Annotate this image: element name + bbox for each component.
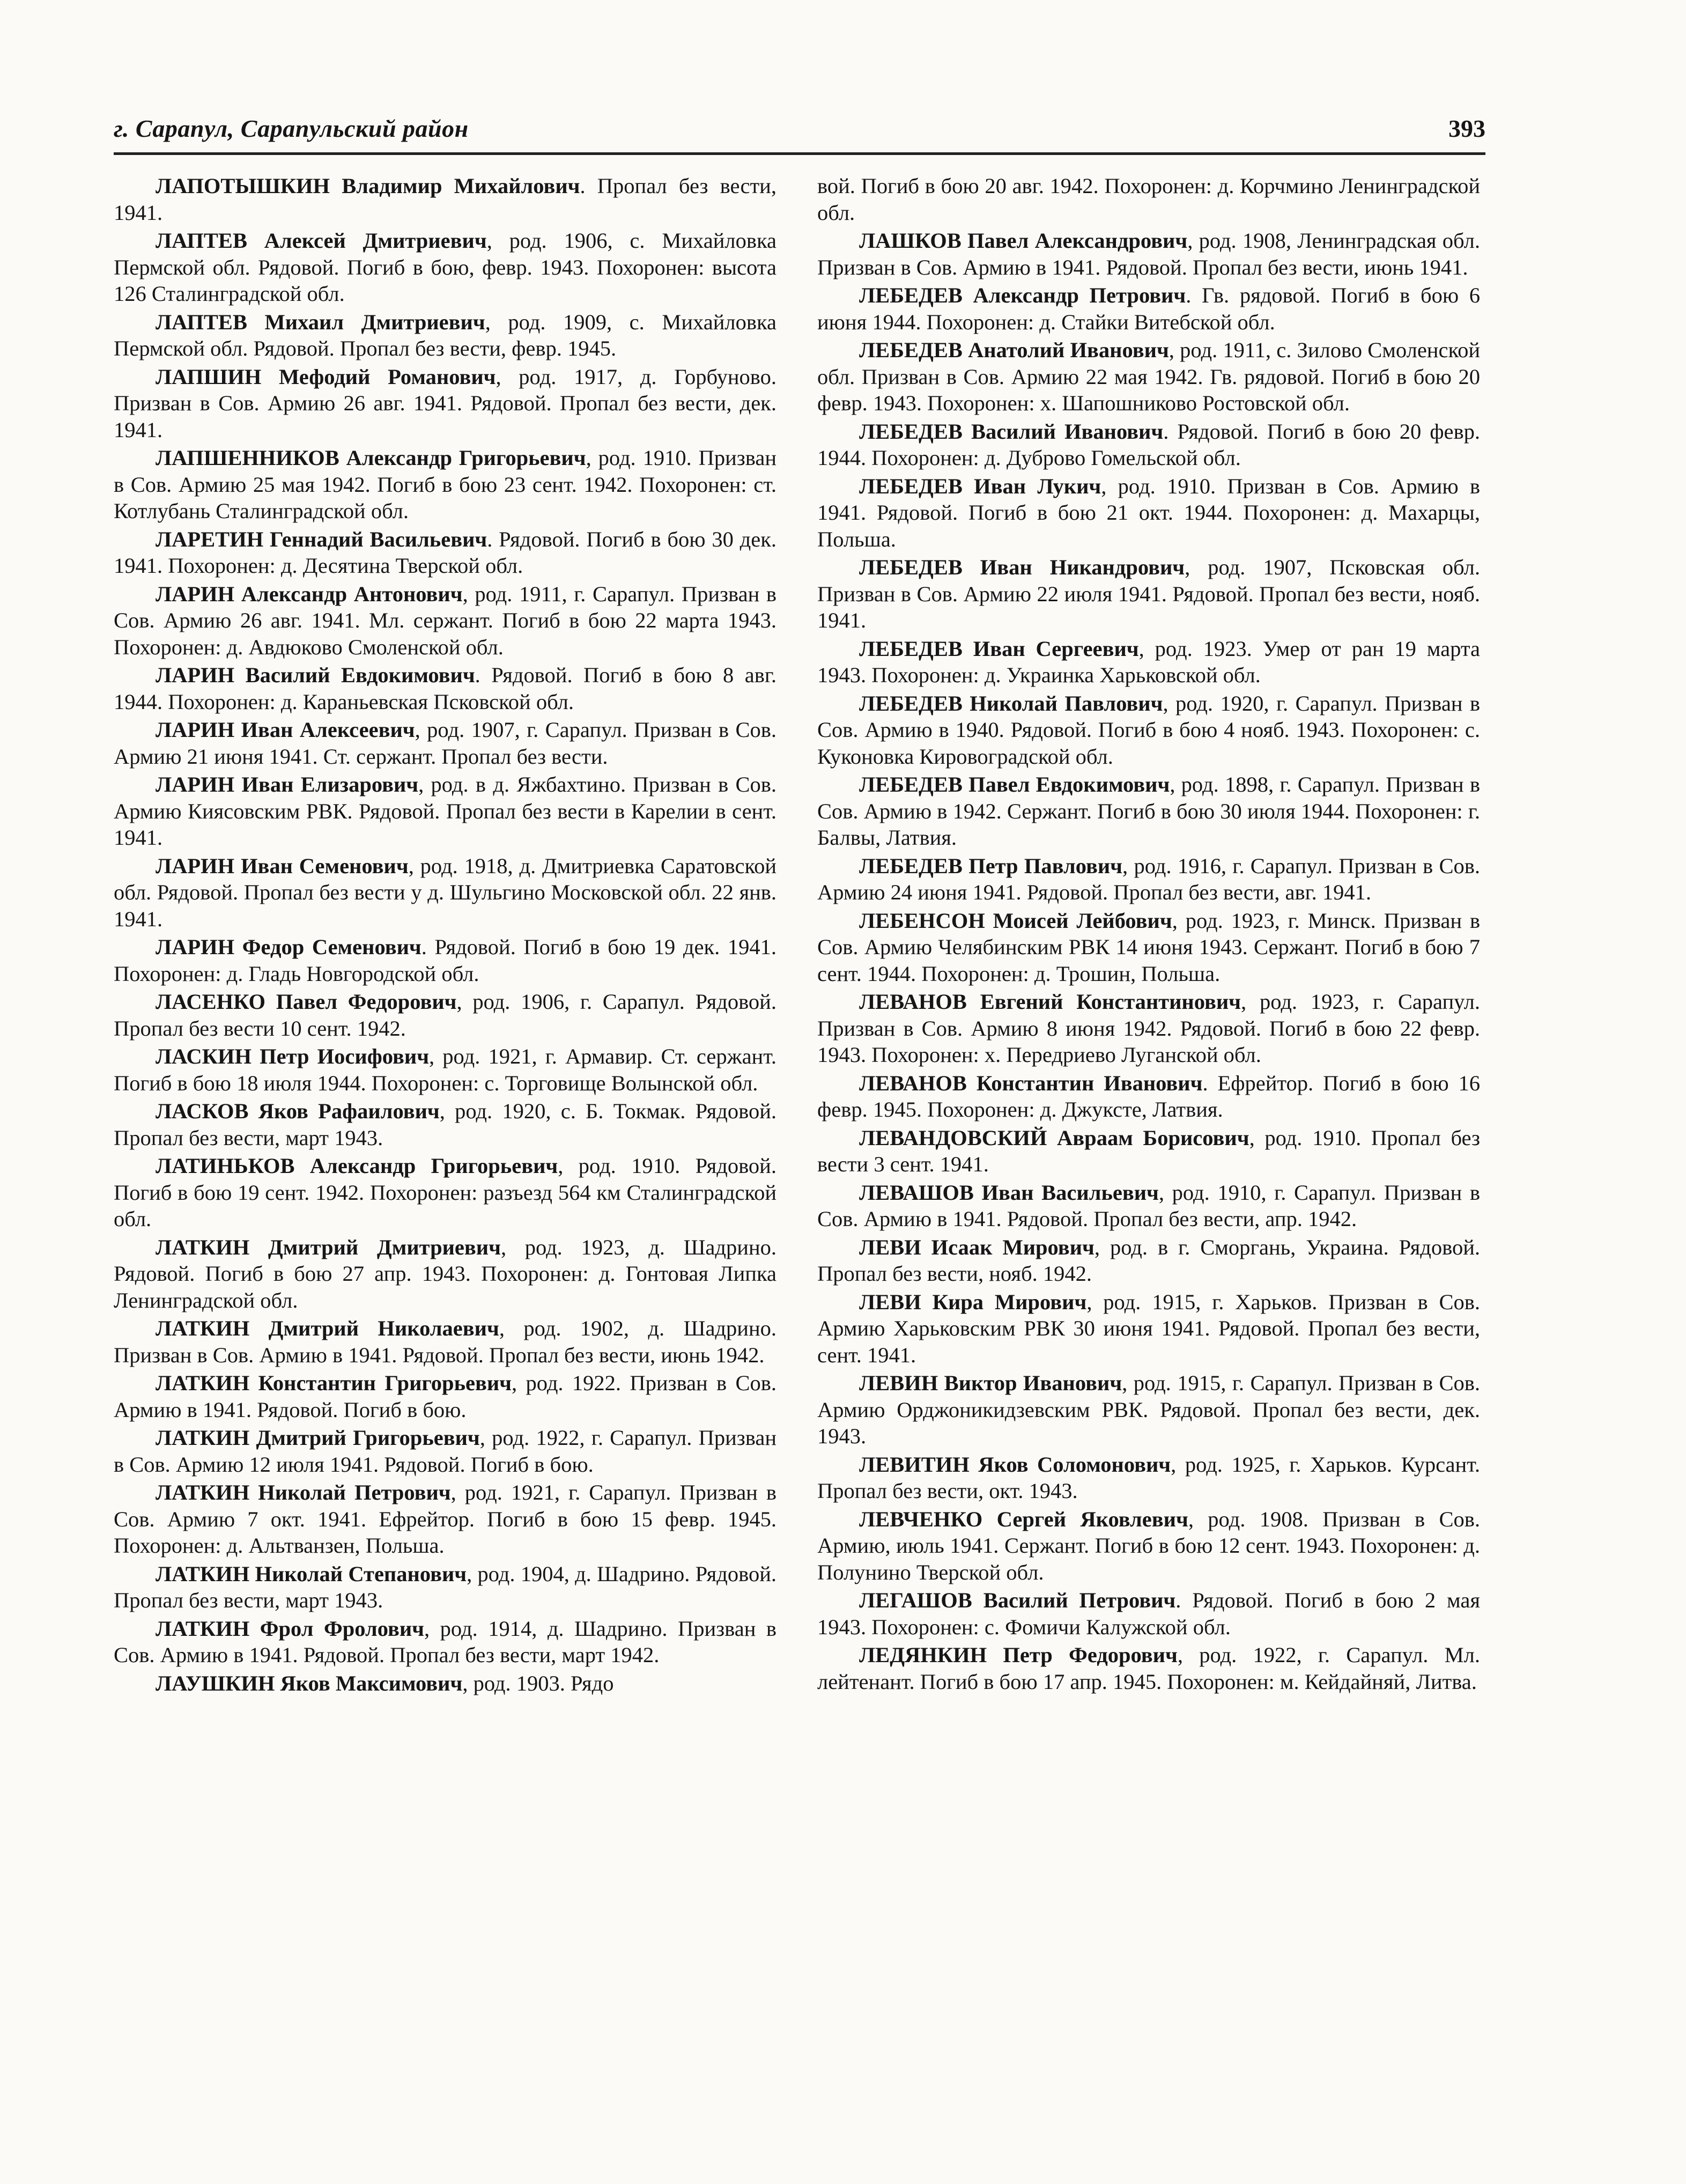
person-name: ЛАТКИН Дмитрий Дмитриевич	[156, 1235, 501, 1259]
person-name: ЛАРИН Иван Алексеевич	[156, 718, 415, 742]
entry-details: , род. 1910. Призван в Сов. Армию 25 мая 1942. Погиб в бою 23 сент. 1942. Похоронен: ст. Котлубань Сталинградской обл.	[114, 446, 777, 523]
entry-details: . Пропал без вести, 1941.	[114, 174, 777, 225]
person-name: ЛЕБЕДЕВ Иван Лукич	[859, 474, 1101, 498]
person-name: ЛАТКИН Дмитрий Григорьевич	[156, 1426, 480, 1450]
person-name: ЛЕВЧЕНКО Сергей Яковлевич	[859, 1507, 1188, 1531]
person-name: ЛАРИН Александр Антонович	[156, 581, 463, 606]
entry-details: , род. 1914, д. Шадрино. Призван в Сов. Армию в 1941. Рядовой. Пропал без вести, март 1942.	[114, 1616, 777, 1667]
memorial-entry	[114, 1043, 777, 1096]
memorial-entry	[114, 1098, 777, 1151]
person-name: ЛАПОТЫШКИН Владимир Михайлович	[156, 174, 580, 198]
entry-details: , род. 1915, г. Сарапул. Призван в Сов. Армию Орджоникидзевским РВК. Рядовой. Пропал без вести, дек. 1943.	[817, 1371, 1480, 1448]
entry-details: , род. 1908, Ленинградская обл. Призван в Сов. Армию в 1941. Рядовой. Пропал без вести, июнь 1941.	[817, 228, 1480, 279]
memorial-entry	[114, 1315, 777, 1368]
entry-details: , род. 1911, г. Сарапул. Призван в Сов. Армию 26 авг. 1941. Мл. сержант. Погиб в бою 22 марта 1943. Похоронен: д. Авдюково Смоленской обл.	[114, 581, 777, 659]
page-number: 393	[1448, 115, 1485, 142]
memorial-entry	[817, 1125, 1480, 1178]
entry-details: , род. 1922, г. Сарапул. Мл. лейтенант. Погиб в бою 17 апр. 1945. Похоронен: м. Кейдайняй, Литва.	[817, 1643, 1481, 1694]
right-column	[817, 173, 1480, 1695]
memorial-entry	[817, 1642, 1480, 1695]
entry-details: , род. 1906, с. Михайловка Пермской обл. Рядовой. Погиб в бою, февр. 1943. Похоронен: высота 126 Сталинградской обл.	[114, 228, 777, 306]
memorial-entry	[817, 771, 1480, 851]
person-name: ЛЕБЕДЕВ Иван Сергеевич	[859, 636, 1139, 661]
person-name: ЛАТИНЬКОВ Александр Григорьевич	[156, 1154, 558, 1178]
person-name: ЛЕБЕНСОН Моисей Лейбович	[859, 908, 1172, 933]
memorial-entry	[817, 418, 1480, 471]
memorial-entry	[114, 309, 777, 362]
entry-details: , род. 1907, г. Сарапул. Призван в Сов. Армию 21 июня 1941. Ст. сержант. Пропал без вести.	[114, 718, 777, 769]
entry-details: , род. 1921, г. Сарапул. Призван в Сов. Армию 7 окт. 1941. Ефрейтор. Погиб в бою 15 февр. 1945. Похоронен: д. Альтванзен, Польша.	[114, 1480, 777, 1558]
person-name: ЛЕВАШОВ Иван Васильевич	[859, 1180, 1159, 1205]
memorial-entry	[817, 988, 1480, 1068]
entry-details: , род. 1922. Призван в Сов. Армию в 1941. Рядовой. Погиб в бою.	[114, 1371, 777, 1422]
entry-details: . Рядовой. Погиб в бою 2 мая 1943. Похоронен: с. Фомичи Калужской обл.	[817, 1588, 1480, 1639]
person-name: ЛАПШЕННИКОВ Александр Григорьевич	[156, 446, 586, 470]
memorial-entry	[817, 853, 1480, 906]
person-name: ЛЕВИ Кира Мирович	[859, 1289, 1087, 1314]
entry-details: , род. 1922, г. Сарапул. Призван в Сов. Армию 12 июля 1941. Рядовой. Погиб в бою.	[114, 1426, 777, 1477]
memorial-entry	[817, 1179, 1480, 1233]
entry-details: , род. в г. Сморгань, Украина. Рядовой. Пропал без вести, нояб. 1942.	[817, 1235, 1480, 1286]
memorial-entry	[114, 526, 777, 579]
page-header	[114, 105, 1485, 155]
memorial-entry	[114, 1670, 777, 1697]
entry-details: , род. 1910, г. Сарапул. Призван в Сов. Армию в 1941. Рядовой. Пропал без вести, апр. 1942.	[817, 1180, 1480, 1231]
person-name: ЛЕВИТИН Яков Соломонович	[859, 1452, 1171, 1477]
entry-details: , род. 1917, д. Горбуново. Призван в Сов. Армию 26 авг. 1941. Рядовой. Пропал без вести, дек. 1941.	[114, 364, 777, 442]
memorial-entry	[114, 173, 777, 226]
entry-details: , род. 1910. Пропал без вести 3 сент. 1941.	[817, 1125, 1480, 1176]
person-name: ЛЕБЕДЕВ Александр Петрович	[859, 283, 1186, 307]
memorial-entry	[817, 282, 1480, 335]
entry-details: , род. 1923. Умер от ран 19 марта 1943. Похоронен: д. Украинка Харьковской обл.	[817, 636, 1480, 687]
memorial-entry	[817, 1234, 1480, 1287]
memorial-entry	[817, 1451, 1480, 1504]
entry-details: . Рядовой. Погиб в бою 19 дек. 1941. Похоронен: д. Гладь Новгородской обл.	[114, 935, 777, 986]
person-name: ЛЕБЕДЕВ Николай Павлович	[859, 691, 1163, 715]
person-name: ЛАСКОВ Яков Рафаилович	[156, 1099, 440, 1123]
memorial-entry	[114, 771, 777, 851]
entry-details: , род. 1920, с. Б. Токмак. Рядовой. Пропал без вести, март 1943.	[114, 1099, 777, 1150]
memorial-entry	[817, 907, 1480, 987]
memorial-entry	[817, 690, 1480, 770]
memorial-entry	[817, 1506, 1480, 1586]
memorial-entry	[114, 988, 777, 1042]
entry-details: , род. 1920, г. Сарапул. Призван в Сов. Армию в 1940. Рядовой. Погиб в бою 4 нояб. 1943. Похоронен: с. Куконовка Кировоградской обл.	[817, 691, 1480, 769]
memorial-entry	[817, 337, 1480, 417]
person-name: ЛАТКИН Фрол Фролович	[156, 1616, 425, 1641]
entry-details: . Гв. рядовой. Погиб в бою 6 июня 1944. Похоронен: д. Стайки Витебской обл.	[817, 283, 1481, 334]
person-name: ЛЕВИН Виктор Иванович	[859, 1371, 1122, 1395]
running-title: г. Сарапул, Сарапульский район	[114, 115, 469, 142]
person-name: ЛАСЕНКО Павел Федорович	[156, 990, 457, 1014]
person-name: ЛАПТЕВ Алексей Дмитриевич	[156, 228, 487, 253]
person-name: ЛАРИН Федор Семенович	[156, 935, 422, 959]
entry-details: , род. 1923, г. Сарапул. Призван в Сов. Армию 8 июня 1942. Рядовой. Погиб в бою 22 февр. 1943. Похоронен: х. Передриево Луганской обл.	[817, 990, 1480, 1067]
entry-details: , род. 1902, д. Шадрино. Призван в Сов. Армию в 1941. Рядовой. Пропал без вести, июнь 1942.	[114, 1316, 777, 1367]
memorial-entry	[114, 445, 777, 525]
entry-details: , род. 1910. Рядовой. Погиб в бою 19 сент. 1942. Похоронен: разъезд 564 км Сталинградской обл.	[114, 1154, 777, 1231]
person-name: ЛАПШИН Мефодий Романович	[156, 364, 496, 389]
entry-details: . Рядовой. Погиб в бою 20 февр. 1944. Похоронен: д. Дуброво Гомельской обл.	[817, 419, 1480, 470]
memorial-entry	[114, 934, 777, 987]
entry-details: , род. 1910. Призван в Сов. Армию в 1941. Рядовой. Погиб в бою 21 окт. 1944. Похоронен: д. Махарцы, Польша.	[817, 474, 1480, 551]
left-column	[114, 173, 777, 1696]
memorial-entry	[817, 1070, 1480, 1123]
memorial-entry	[114, 1153, 777, 1233]
memorial-entry	[114, 364, 777, 444]
person-name: ЛЕВИ Исаак Мирович	[859, 1235, 1095, 1259]
entry-details: , род. 1923, г. Минск. Призван в Сов. Армию Челябинским РВК 14 июня 1943. Сержант. Погиб в бою 7 сент. 1944. Похоронен: д. Трошин, Польша.	[817, 908, 1480, 986]
memorial-entry	[114, 1479, 777, 1559]
memorial-entry	[817, 227, 1480, 281]
person-name: ЛАУШКИН Яков Максимович	[156, 1671, 463, 1695]
entry-details: , род. 1925, г. Харьков. Курсант. Пропал без вести, окт. 1943.	[817, 1452, 1480, 1503]
entry-details: , род. 1911, с. Зилово Смоленской обл. Призван в Сов. Армию 22 мая 1942. Гв. рядовой. Погиб в бою 20 февр. 1943. Похоронен: х. Шапошниково Ростовской обл.	[817, 338, 1481, 415]
entry-details: . Ефрейтор. Погиб в бою 16 февр. 1945. Похоронен: д. Джуксте, Латвия.	[817, 1071, 1480, 1121]
person-name: ЛАТКИН Дмитрий Николаевич	[156, 1316, 499, 1340]
person-name: ЛАРИН Иван Елизарович	[156, 772, 419, 796]
memorial-entry	[817, 473, 1480, 553]
person-name: ЛЕВАНОВ Евгений Константинович	[859, 990, 1241, 1014]
entry-details: , род. 1903. Рядо	[462, 1671, 614, 1695]
entry-details: , род. в д. Яжбахтино. Призван в Сов. Армию Киясовским РВК. Рядовой. Пропал без вести в Карелии в сент. 1941.	[114, 772, 777, 850]
person-name: ЛАРИН Иван Семенович	[156, 853, 409, 878]
memorial-entry	[114, 1425, 777, 1478]
memorial-entry	[114, 717, 777, 770]
memorial-entry	[114, 1615, 777, 1669]
entry-details: . Рядовой. Погиб в бою 30 дек. 1941. Похоронен: д. Десятина Тверской обл.	[114, 527, 777, 578]
memorial-entry	[114, 227, 777, 307]
memorial-entry	[114, 662, 777, 715]
entry-details: , род. 1915, г. Харьков. Призван в Сов. Армию Харьковским РВК 30 июня 1941. Рядовой. Пропал без вести, сент. 1941.	[817, 1289, 1480, 1367]
person-name: ЛАПТЕВ Михаил Дмитриевич	[156, 309, 485, 334]
entry-details: , род. 1916, г. Сарапул. Призван в Сов. Армию 24 июня 1941. Рядовой. Пропал без вести, авг. 1941.	[817, 853, 1480, 904]
person-name: ЛЕГАШОВ Василий Петрович	[859, 1588, 1176, 1612]
person-name: ЛЕБЕДЕВ Иван Никандрович	[859, 555, 1185, 579]
entry-details: , род. 1898, г. Сарапул. Призван в Сов. Армию в 1942. Сержант. Погиб в бою 30 июля 1944. Похоронен: г. Балвы, Латвия.	[817, 772, 1480, 850]
person-name: ЛАРЕТИН Геннадий Васильевич	[156, 527, 487, 551]
person-name: ЛЕВАНДОВСКИЙ Авраам Борисович	[859, 1125, 1249, 1150]
person-name: ЛАСКИН Петр Иосифович	[156, 1044, 430, 1068]
memorial-entry	[114, 853, 777, 933]
person-name: ЛЕВАНОВ Константин Иванович	[859, 1071, 1203, 1095]
person-name: ЛАРИН Василий Евдокимович	[156, 663, 475, 687]
memorial-entry	[817, 636, 1480, 689]
memorial-entry	[817, 1370, 1480, 1450]
entry-details: , род. 1907, Псковская обл. Призван в Сов. Армию 22 июля 1941. Рядовой. Пропал без вести, нояб. 1941.	[817, 555, 1480, 632]
entry-details: вой. Погиб в бою 20 авг. 1942. Похоронен: д. Корчмино Ленинградской обл.	[817, 174, 1480, 225]
memorial-entry	[114, 581, 777, 661]
person-name: ЛЕБЕДЕВ Анатолий Иванович	[859, 338, 1169, 362]
entry-details: , род. 1908. Призван в Сов. Армию, июль 1941. Сержант. Погиб в бою 12 сент. 1943. Похоронен: д. Полунино Тверской обл.	[817, 1507, 1480, 1584]
entry-details: . Рядовой. Погиб в бою 8 авг. 1944. Похоронен: д. Караньевская Псковской обл.	[114, 663, 777, 714]
memorial-entry	[817, 554, 1480, 634]
person-name: ЛАТКИН Николай Степанович	[156, 1561, 467, 1586]
memorial-entry	[114, 1561, 777, 1614]
person-name: ЛАШКОВ Павел Александрович	[859, 228, 1188, 253]
entry-details: , род. 1904, д. Шадрино. Рядовой. Пропал без вести, март 1943.	[114, 1561, 777, 1612]
entry-details: , род. 1906, г. Сарапул. Рядовой. Пропал без вести 10 сент. 1942.	[114, 990, 777, 1041]
entry-details: , род. 1909, с. Михайловка Пермской обл. Рядовой. Пропал без вести, февр. 1945.	[114, 309, 777, 360]
person-name: ЛАТКИН Николай Петрович	[156, 1480, 451, 1504]
memorial-entry	[114, 1370, 777, 1423]
person-name: ЛЕДЯНКИН Петр Федорович	[859, 1643, 1178, 1667]
entry-details: , род. 1921, г. Армавир. Ст. сержант. Погиб в бою 18 июля 1944. Похоронен: с. Торговище Волынской обл.	[114, 1044, 777, 1095]
person-name: ЛЕБЕДЕВ Павел Евдокимович	[859, 772, 1170, 796]
entry-details: , род. 1918, д. Дмитриевка Саратовской обл. Рядовой. Пропал без вести у д. Шульгино Московской обл. 22 янв. 1941.	[114, 853, 777, 931]
person-name: ЛЕБЕДЕВ Петр Павлович	[859, 853, 1123, 878]
memorial-entry	[114, 1234, 777, 1314]
memorial-entry	[817, 1289, 1480, 1369]
memorial-entry	[817, 173, 1480, 226]
memorial-entry	[817, 1587, 1480, 1640]
person-name: ЛАТКИН Константин Григорьевич	[156, 1371, 512, 1395]
person-name: ЛЕБЕДЕВ Василий Иванович	[859, 419, 1164, 444]
entry-details: , род. 1923, д. Шадрино. Рядовой. Погиб в бою 27 апр. 1943. Похоронен: д. Гонтовая Липка Ленинградской обл.	[114, 1235, 777, 1312]
